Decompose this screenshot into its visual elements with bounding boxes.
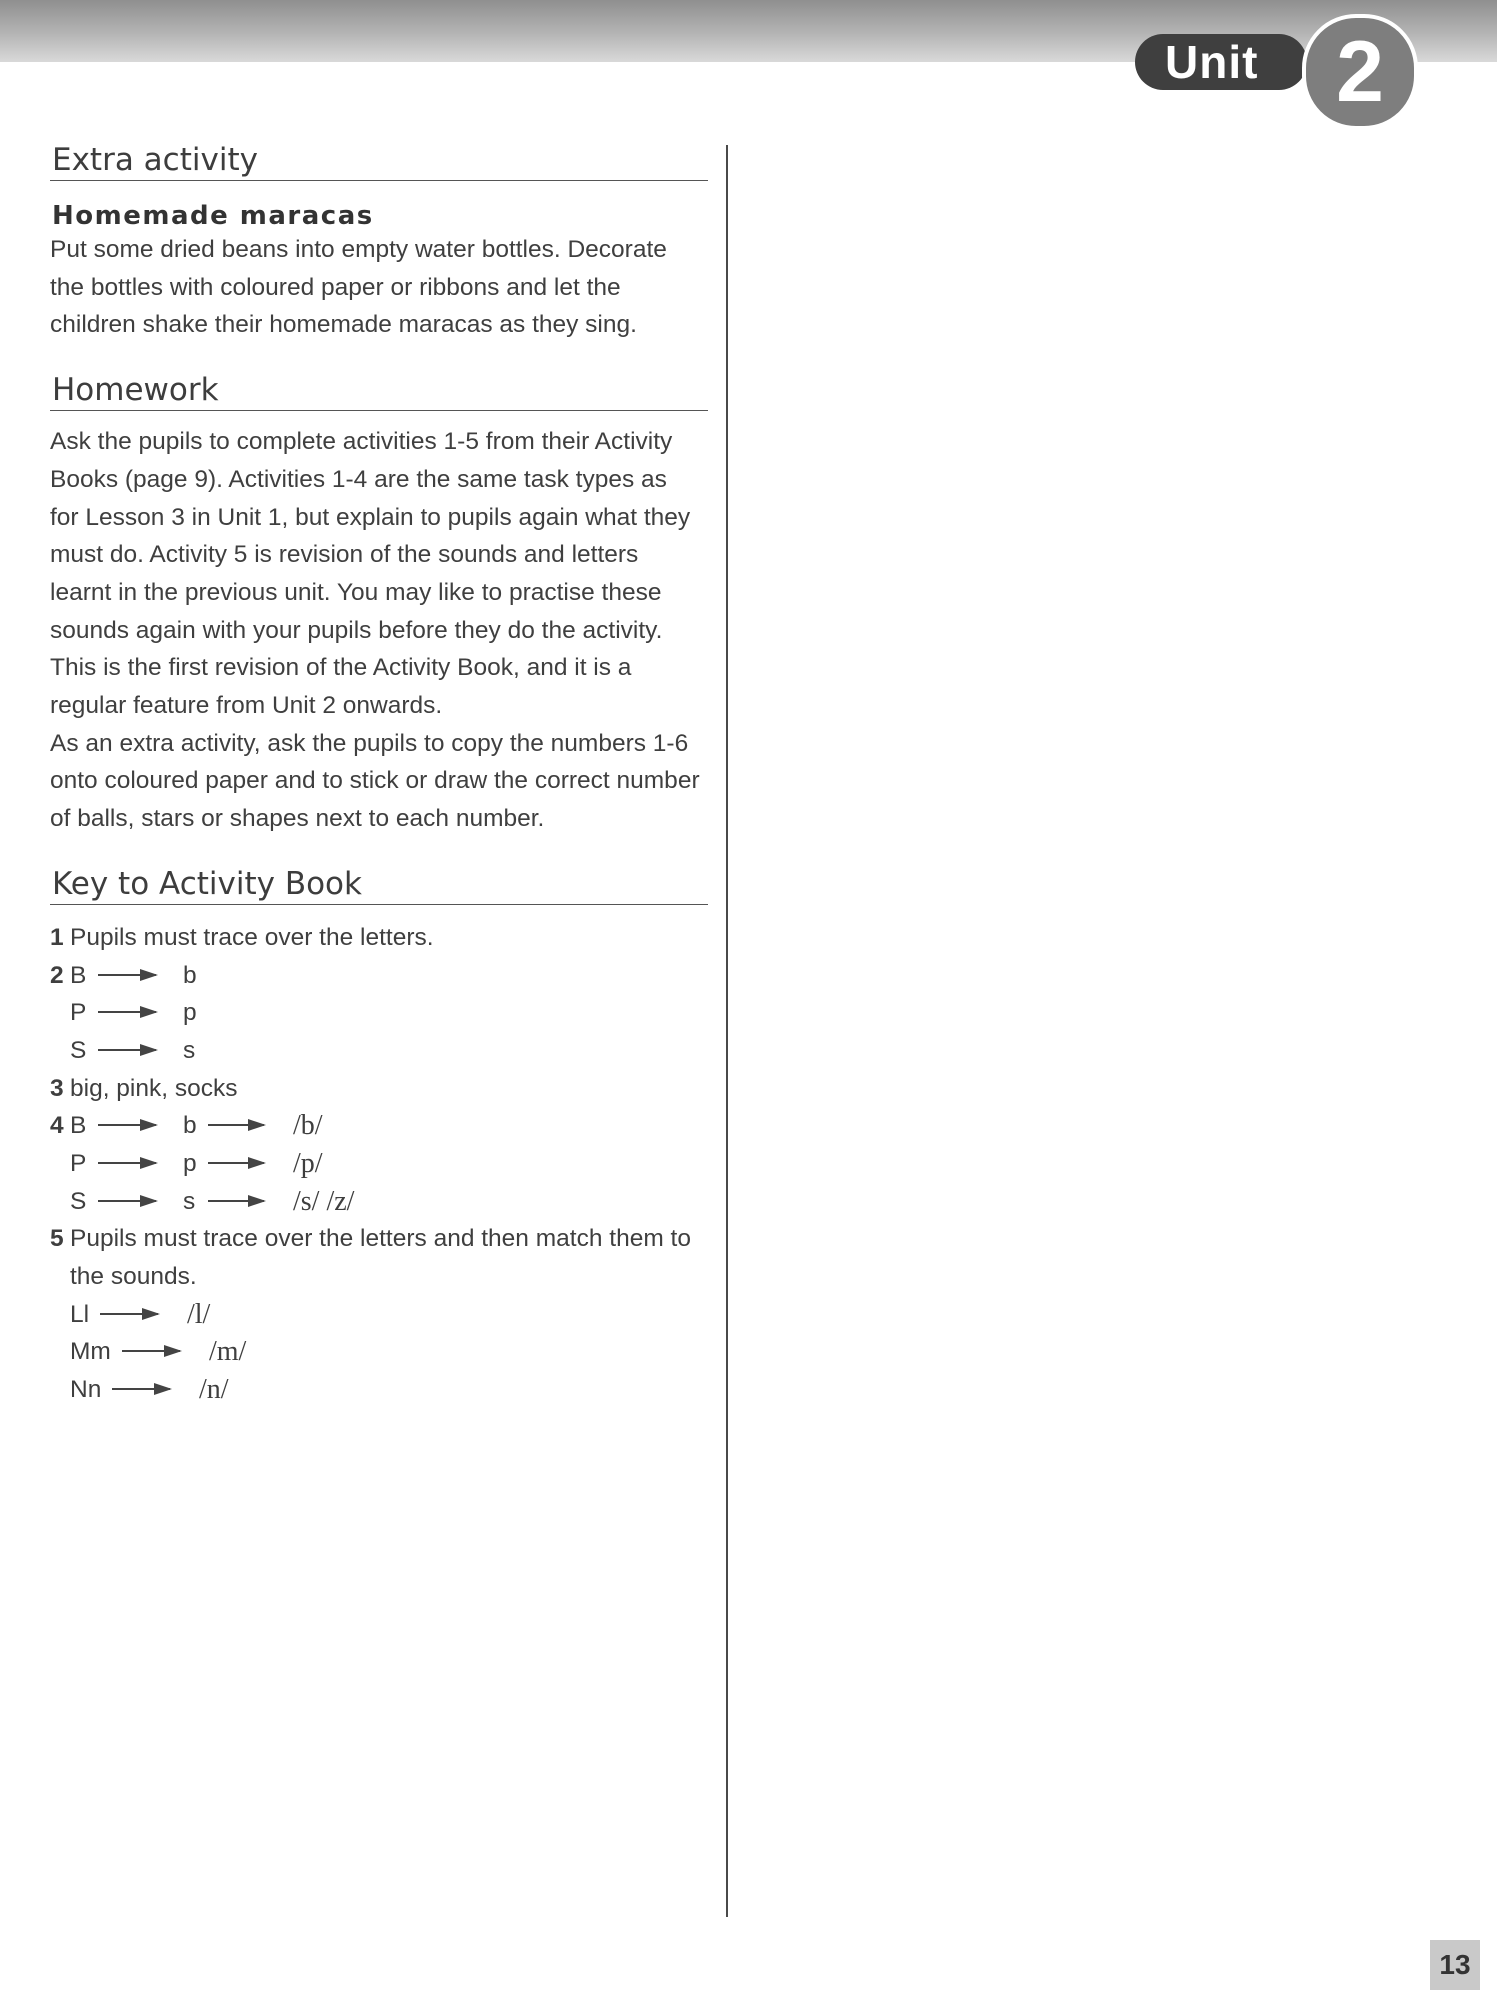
text-line: onto coloured paper and to stick or draw the correct number [50,767,700,795]
arrow-icon [112,1388,170,1390]
phoneme: /m/ [209,1336,247,1368]
homework-text [50,423,708,838]
item-text: the sounds. [70,1263,197,1291]
item-number: 1 [50,923,64,951]
key-item-5-row [50,1296,708,1334]
letter-lower: p [183,1149,197,1177]
key-item-4 [50,1107,708,1145]
letter-upper: B [70,1112,87,1140]
letter-upper: P [70,999,87,1027]
extra-activity-text [50,231,708,344]
key-item-4-row [50,1145,708,1183]
letter-upper: S [70,1036,87,1064]
letter-lower: b [183,1112,197,1140]
arrow-icon [208,1124,264,1126]
text-line: regular feature from Unit 2 onwards. [50,692,443,720]
key-section [50,866,708,1409]
item-number: 4 [50,1112,64,1140]
arrow-icon [98,1162,156,1164]
page-number: 13 [1430,1940,1480,1990]
letter-lower: s [183,1036,196,1064]
phoneme: /b/ [293,1110,323,1142]
key-item-5-row [50,1258,708,1296]
key-item-1 [50,919,708,957]
letter-upper: B [70,961,87,989]
item-number: 5 [50,1225,64,1253]
text-line: sounds again with your pupils before they do the activity. [50,616,663,644]
key-item-4-row [50,1183,708,1221]
phoneme: /p/ [293,1147,323,1179]
text-line: learnt in the previous unit. You may like to practise these [50,578,662,606]
key-item-2-row [50,994,708,1032]
arrow-icon [208,1162,264,1164]
key-list [50,919,708,1409]
key-item-2-row [50,1032,708,1070]
text-line: of balls, stars or shapes next to each number. [50,805,545,833]
key-heading: Key to Activity Book [50,866,708,905]
column-divider [726,145,728,1917]
item-number: 2 [50,961,64,989]
letter-pair: Mm [70,1338,111,1366]
key-item-5 [50,1220,708,1258]
letter-lower: s [183,1187,196,1215]
key-item-5-row [50,1371,708,1409]
arrow-icon [208,1200,264,1202]
homework-heading: Homework [50,372,708,411]
key-item-3 [50,1070,708,1108]
extra-activity-section [50,142,708,344]
phoneme: /l/ [187,1298,211,1330]
item-number: 3 [50,1074,64,1102]
text-line: Put some dried beans into empty water bottles. Decorate [50,236,667,263]
homework-section [50,372,708,838]
letter-pair: Ll [70,1300,90,1328]
item-text: Pupils must trace over the letters and then match them to [70,1225,691,1253]
text-line: This is the first revision of the Activity Book, and it is a [50,654,632,682]
text-line: for Lesson 3 in Unit 1, but explain to pupils again what they [50,503,691,531]
arrow-icon [98,1200,156,1202]
extra-activity-heading: Extra activity [50,142,708,181]
phoneme: /s/ /z/ [293,1185,355,1217]
unit-label: Unit [1135,34,1307,90]
item-text: big, pink, socks [70,1074,238,1102]
text-line: children shake their homemade maracas as they sing. [50,311,637,339]
letter-lower: b [183,961,197,989]
letter-upper: P [70,1149,87,1177]
arrow-icon [98,1011,156,1013]
text-line: Ask the pupils to complete activities 1-5 from their Activity [50,428,673,456]
letter-lower: p [183,999,197,1027]
key-item-2 [50,957,708,995]
text-line: As an extra activity, ask the pupils to copy the numbers 1-6 [50,729,689,757]
arrow-icon [100,1313,158,1315]
text-line: the bottles with coloured paper or ribbons and let the [50,273,621,301]
key-item-5-row [50,1333,708,1371]
text-line: Books (page 9). Activities 1-4 are the same task types as [50,465,667,493]
unit-number: 2 [1302,14,1418,130]
letter-upper: S [70,1187,87,1215]
arrow-icon [98,1124,156,1126]
main-column [50,142,708,1409]
arrow-icon [98,974,156,976]
arrow-icon [98,1049,156,1051]
arrow-icon [122,1350,180,1352]
item-text: Pupils must trace over the letters. [70,923,434,951]
letter-pair: Nn [70,1376,102,1404]
text-line: must do. Activity 5 is revision of the sounds and letters [50,541,639,569]
maracas-subheading: Homemade maracas [52,201,374,231]
phoneme: /n/ [199,1374,229,1406]
